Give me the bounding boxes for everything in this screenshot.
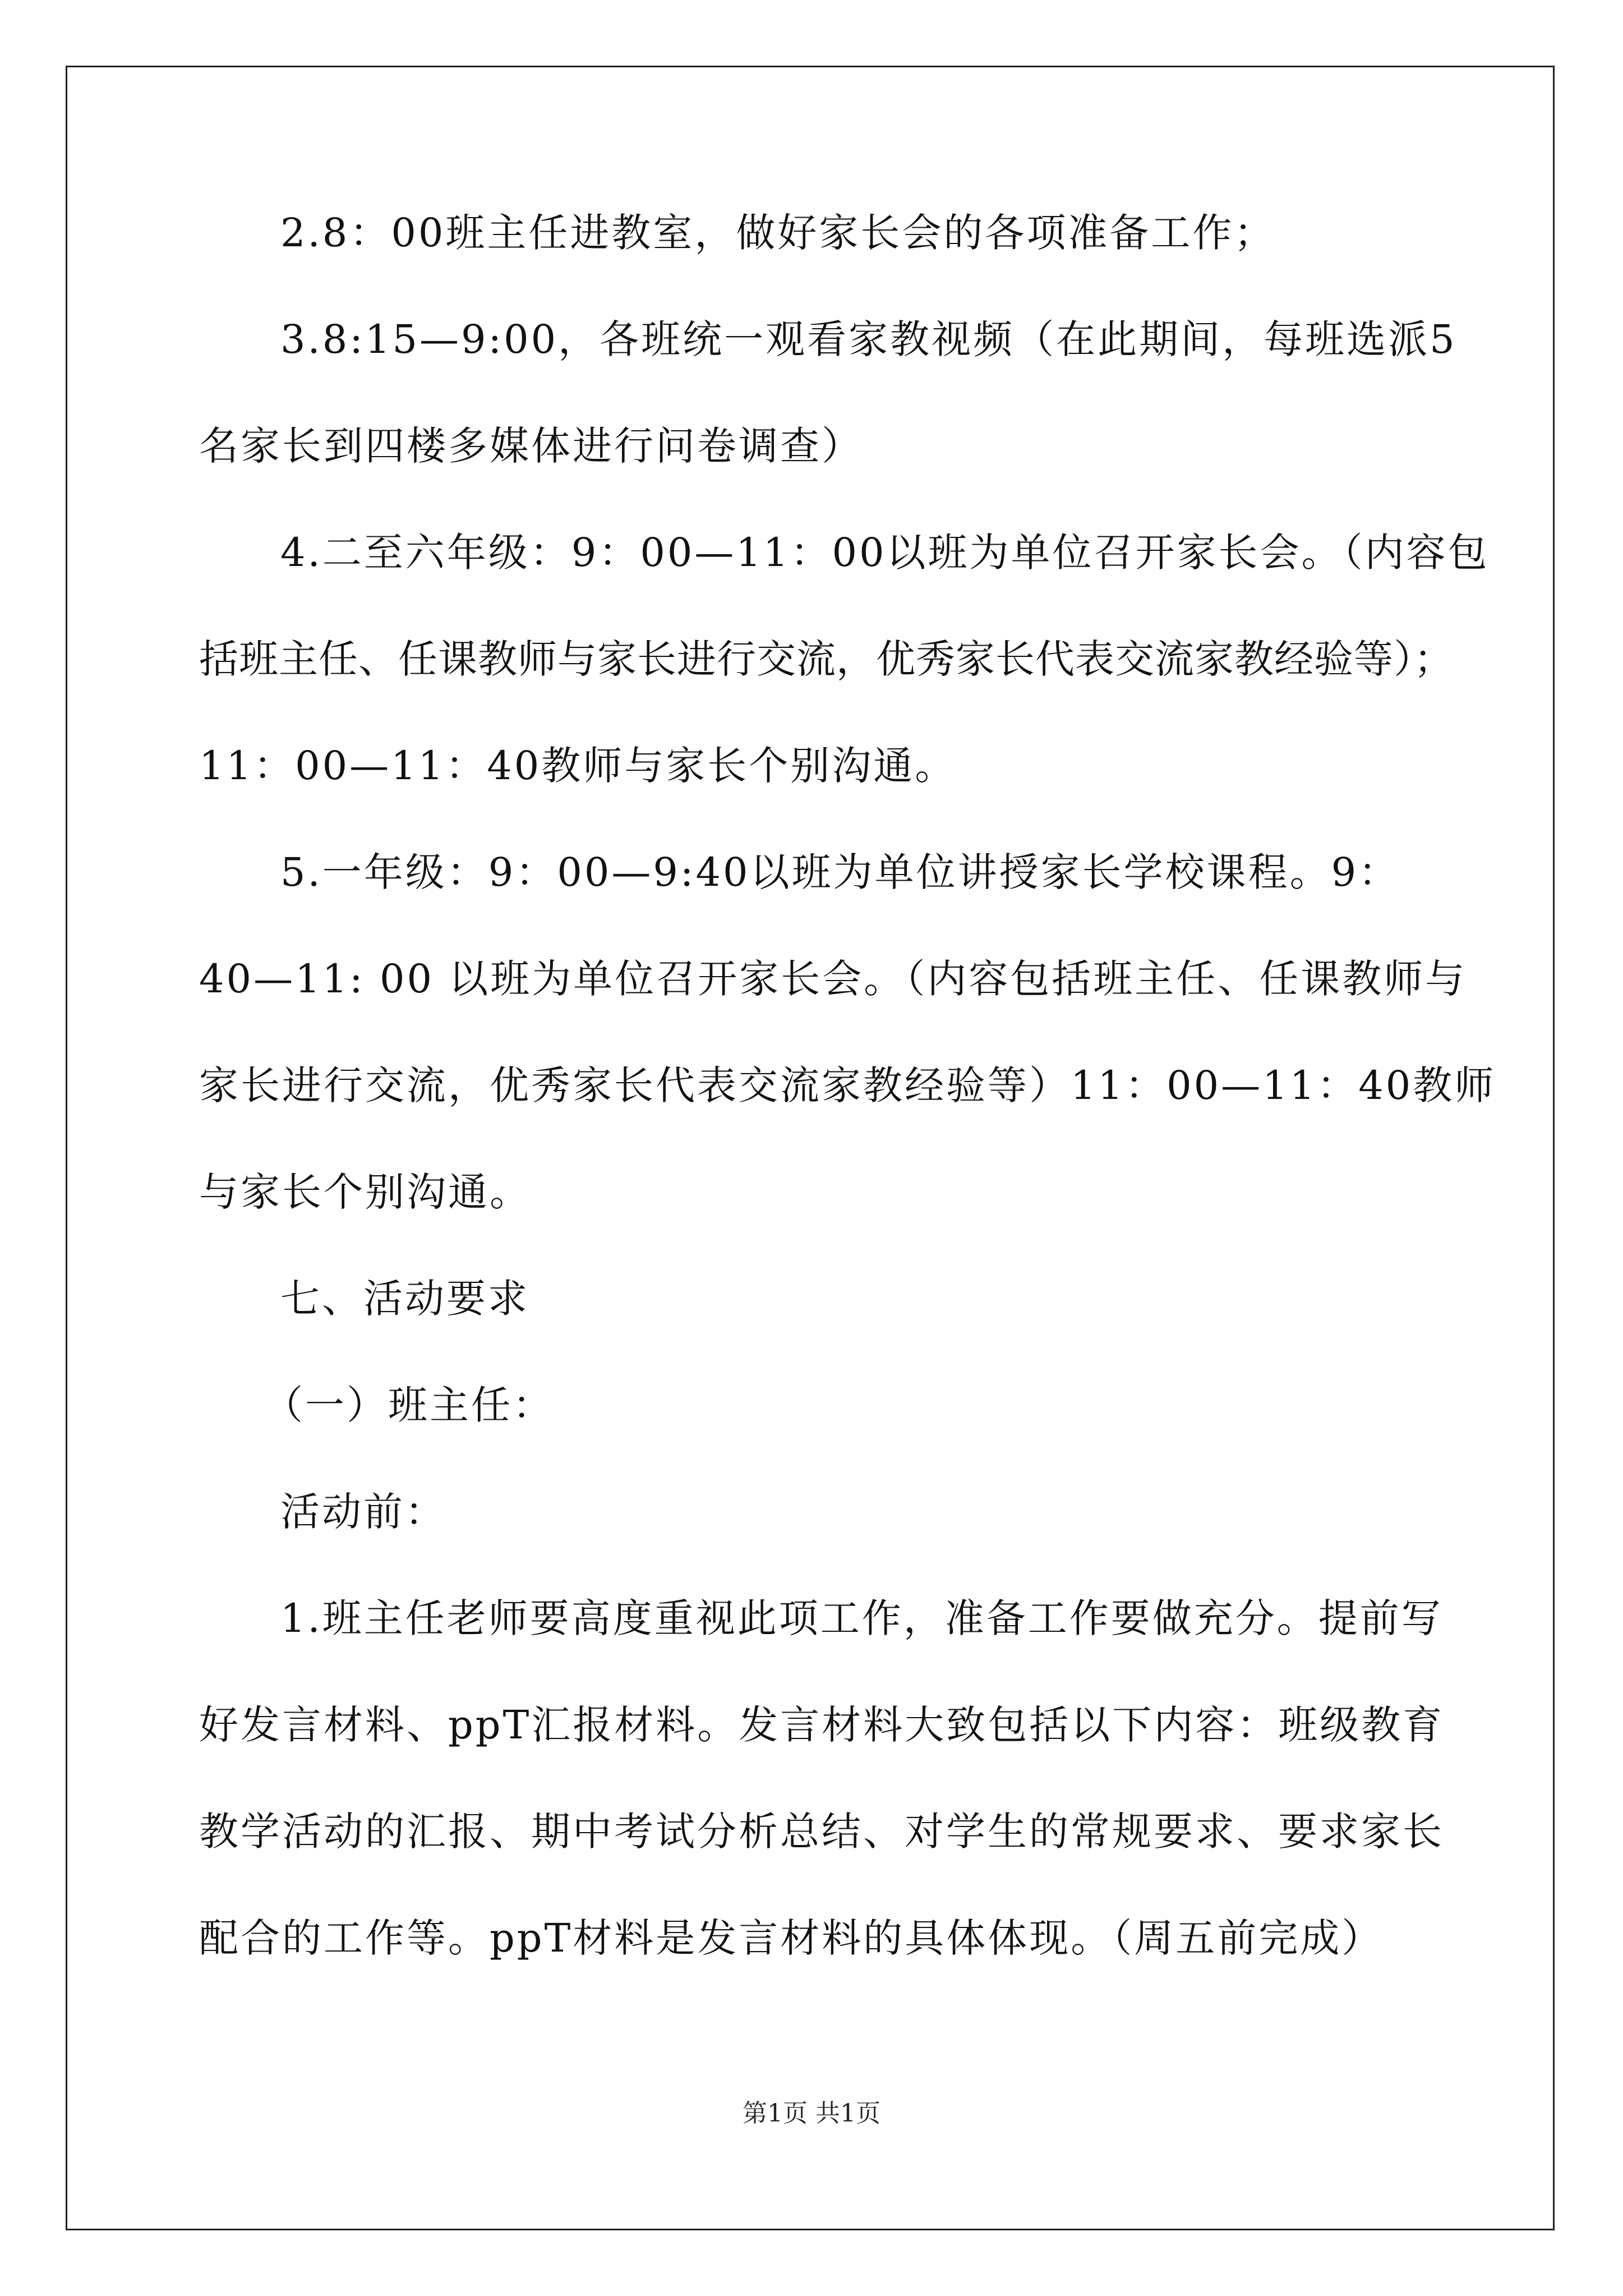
subsection-heading: （一）班主任： bbox=[264, 1382, 554, 1428]
section-heading: 七、活动要求 bbox=[280, 1276, 529, 1322]
page-number: 第1页 共1页 bbox=[743, 2099, 880, 2128]
text-line: 40—11: 00 以班为单位召开家长会。（内容包括班主任、任课教师与 bbox=[199, 956, 1467, 1002]
text-line: 配合的工作等。ppT材料是发言材料的具体体现。（周五前完成） bbox=[199, 1915, 1384, 1961]
text-line: 活动前： bbox=[280, 1489, 446, 1535]
text-line: 名家长到四楼多媒体进行问卷调查） bbox=[199, 423, 863, 469]
text-line: 括班主任、任课教师与家长进行交流，优秀家长代表交流家教经验等）； bbox=[199, 636, 1454, 682]
text-line: 3.8:15—9:00，各班统一观看家教视频（在此期间，每班选派5 bbox=[280, 316, 1457, 362]
page-border bbox=[66, 66, 1555, 2230]
text-line: 好发言材料、ppT汇报材料。发言材料大致包括以下内容：班级教育 bbox=[199, 1702, 1445, 1748]
text-line: 与家长个别沟通。 bbox=[199, 1169, 531, 1215]
text-line: 5.一年级：9：00—9:40以班为单位讲授家长学校课程。9： bbox=[280, 849, 1400, 895]
text-line: 1.班主任老师要高度重视此项工作，准备工作要做充分。提前写 bbox=[280, 1595, 1443, 1641]
text-line: 教学活动的汇报、期中考试分析总结、对学生的常规要求、要求家长 bbox=[199, 1809, 1444, 1855]
text-line: 4.二至六年级：9：00—11：00以班为单位召开家长会。（内容包 bbox=[280, 530, 1490, 576]
text-line: 11：00—11：40教师与家长个别沟通。 bbox=[199, 743, 957, 789]
text-line: 家长进行交流，优秀家长代表交流家教经验等）11：00—11：40教师 bbox=[199, 1062, 1496, 1108]
text-line: 2.8：00班主任进教室，做好家长会的各项准备工作； bbox=[280, 210, 1276, 256]
